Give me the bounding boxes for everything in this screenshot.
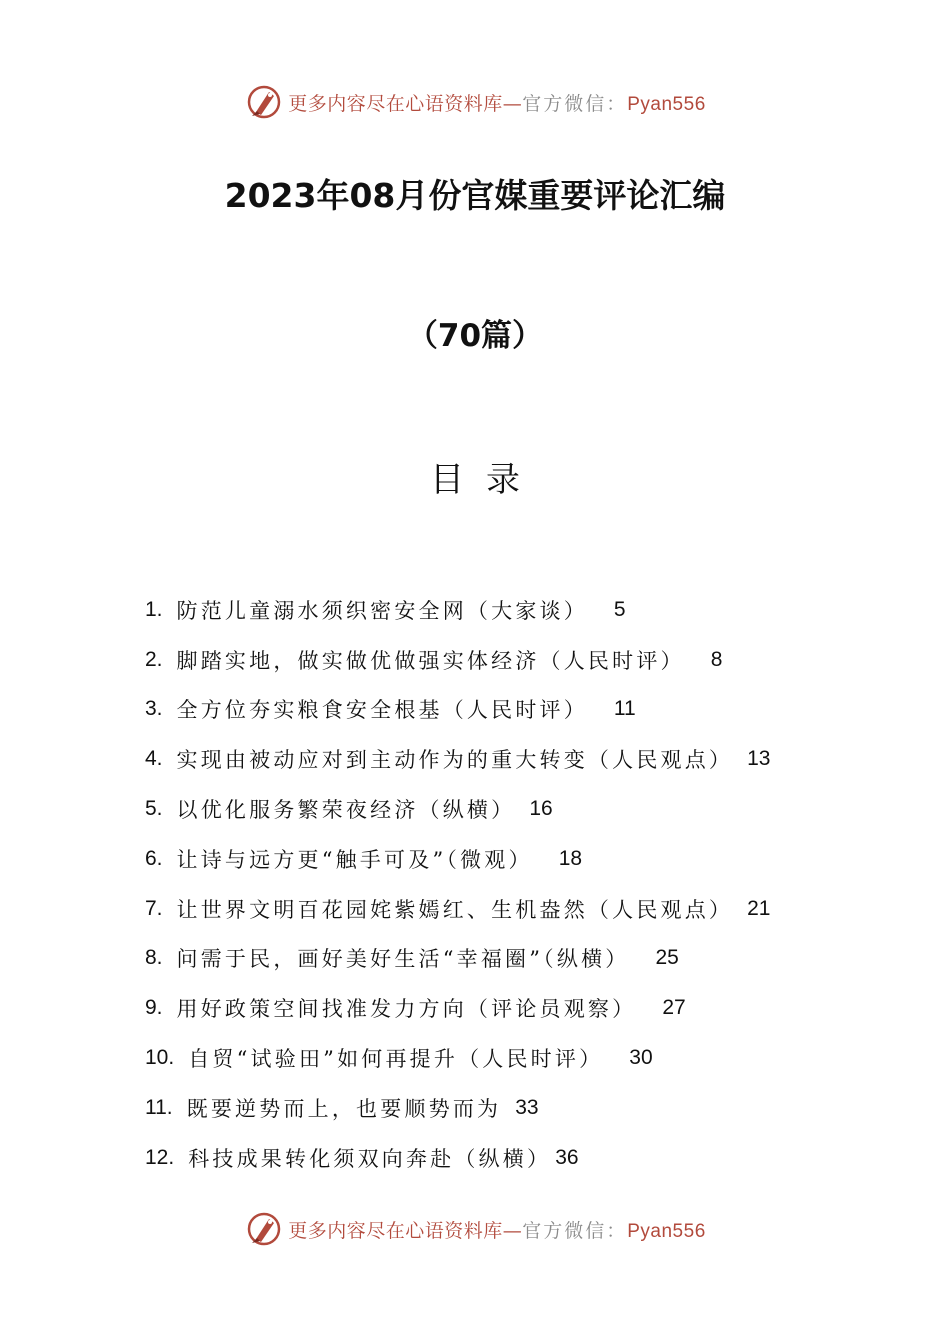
- toc-item-page: 25: [655, 946, 679, 970]
- toc-item[interactable]: 3. 全方位夯实粮食安全根基（人民时评） 11: [145, 685, 845, 735]
- watermark-banner-bottom: [0, 1207, 950, 1251]
- toc-item-page: 33: [515, 1095, 539, 1119]
- pen-nib-logo-icon: [244, 1209, 284, 1249]
- toc-item[interactable]: 7. 让世界文明百花园姹紫嫣红、生机盎然（人民观点） 21: [145, 884, 845, 934]
- toc-item[interactable]: 5. 以优化服务繁荣夜经济（纵横） 16: [145, 784, 845, 834]
- pen-nib-logo-icon: [244, 82, 284, 122]
- toc-item[interactable]: 9. 用好政策空间找准发力方向（评论员观察） 27: [145, 983, 845, 1033]
- watermark-banner-top: [0, 80, 950, 124]
- toc-item-title: 科技成果转化须双向奔赴（纵横）: [188, 1146, 552, 1171]
- toc-item-page: 8: [710, 647, 723, 671]
- toc-item-page: 11: [613, 697, 636, 721]
- toc-item-title: 全方位夯实粮食安全根基（人民时评）: [176, 698, 588, 723]
- document-title: 2023年08月份官媒重要评论汇编: [224, 176, 726, 215]
- toc-item-title: 让诗与远方更“触手可及”（微观）: [176, 847, 533, 872]
- toc-item-page: 30: [629, 1046, 653, 1070]
- document-subtitle: （70篇）: [406, 318, 544, 354]
- toc-item-page: 13: [747, 747, 771, 771]
- toc-item-title: 既要逆势而上，也要顺势而为: [186, 1096, 502, 1121]
- toc-item-page: 27: [662, 996, 686, 1020]
- toc-item[interactable]: 2. 脚踏实地，做实做优做强实体经济（人民时评） 8: [145, 635, 845, 685]
- toc-item-title: 脚踏实地，做实做优做强实体经济（人民时评）: [176, 648, 685, 673]
- toc-item-title: 自贸“试验田”如何再提升（人民时评）: [188, 1047, 604, 1072]
- toc-item-page: 21: [747, 896, 771, 920]
- watermark-text: 更多内容尽在心语资料库—官方微信：Pyan556: [288, 92, 706, 115]
- toc-item-page: 5: [613, 597, 626, 621]
- toc-item[interactable]: 12. 科技成果转化须双向奔赴（纵横） 36: [145, 1133, 845, 1183]
- toc-item-title: 让世界文明百花园姹紫嫣红、生机盎然（人民观点）: [176, 897, 734, 922]
- toc-item[interactable]: 6. 让诗与远方更“触手可及”（微观） 18: [145, 834, 845, 884]
- watermark-text: 更多内容尽在心语资料库—官方微信：Pyan556: [288, 1219, 706, 1242]
- toc-item-title: 防范儿童溺水须织密安全网（大家谈）: [176, 598, 588, 623]
- toc-item-page: 36: [555, 1145, 579, 1169]
- toc-item-title: 以优化服务繁荣夜经济（纵横）: [176, 798, 516, 823]
- toc-item[interactable]: 11. 既要逆势而上，也要顺势而为 33: [145, 1083, 845, 1133]
- toc-item[interactable]: 10. 自贸“试验田”如何再提升（人民时评） 30: [145, 1033, 845, 1083]
- toc-item-page: 16: [529, 797, 553, 821]
- table-of-contents: [145, 585, 845, 1183]
- toc-item-title: 用好政策空间找准发力方向（评论员观察）: [176, 997, 637, 1022]
- toc-heading: 目录: [430, 460, 542, 500]
- toc-item-title: 问需于民，画好美好生活“幸福圈”（纵横）: [176, 947, 630, 972]
- toc-item-page: 18: [558, 846, 583, 870]
- toc-item[interactable]: 1. 防范儿童溺水须织密安全网（大家谈） 5: [145, 585, 845, 635]
- toc-item-title: 实现由被动应对到主动作为的重大转变（人民观点）: [176, 748, 734, 773]
- toc-item[interactable]: 4. 实现由被动应对到主动作为的重大转变（人民观点） 13: [145, 734, 845, 784]
- toc-item[interactable]: 8. 问需于民，画好美好生活“幸福圈”（纵横） 25: [145, 934, 845, 984]
